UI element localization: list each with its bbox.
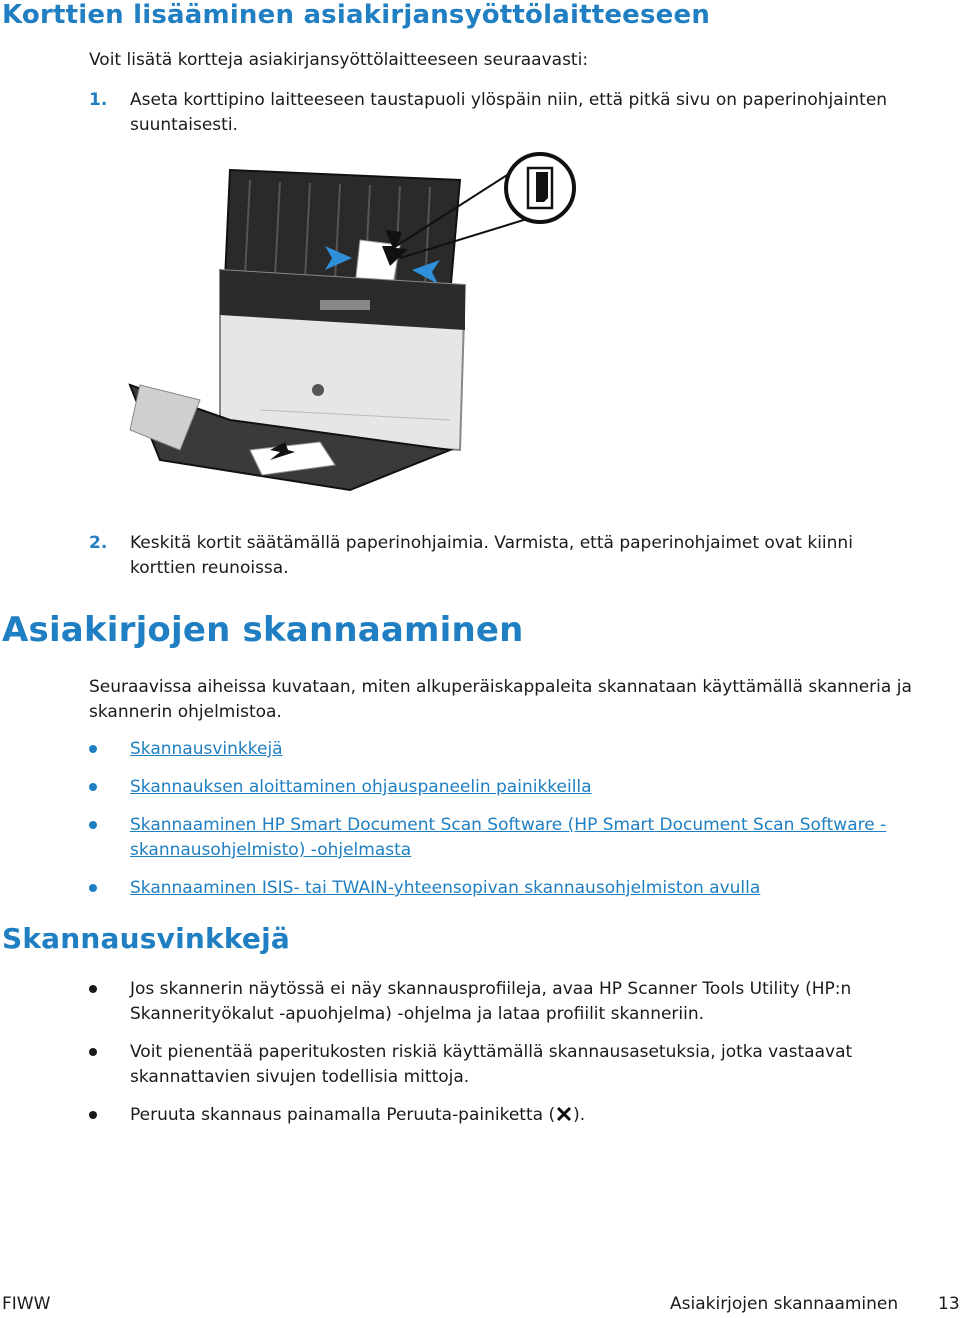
footer-locale-code: FIWW [2, 1294, 51, 1314]
cancel-x-icon [555, 1105, 573, 1123]
link-scanning-tips[interactable]: Skannausvinkkejä [130, 739, 283, 759]
bullet-dot [89, 821, 97, 829]
bullet-dot [89, 783, 97, 791]
footer-section-title: Asiakirjojen skannaaminen [670, 1294, 899, 1314]
link-control-panel-scan[interactable]: Skannauksen aloittaminen ohjauspaneelin painikkeilla [130, 777, 592, 797]
bullet-dot [89, 1111, 97, 1119]
bullet-dot [89, 985, 97, 993]
step-1-text: Aseta korttipino laitteeseen taustapuoli ylöspäin niin, että pitkä sivu on paperinohjainten suuntaisesti. [130, 90, 888, 135]
scanning-intro-text: Seuraavissa aiheissa kuvataan, miten alkuperäiskappaleita skannataan käyttämällä skanneria ja skannerin ohjelmistoa. [89, 677, 912, 722]
step-2-text: Keskitä kortit säätämällä paperinohjaimia. Varmista, että paperinohjaimet ovat kiinni korttien reunoissa. [130, 533, 853, 578]
footer-page-number: 13 [938, 1294, 960, 1314]
tip-3-text [130, 1103, 920, 1128]
tip-2-text: Voit pienentää paperitukosten riskiä käyttämällä skannausasetuksia, jotka vastaavat skannattavien sivujen todellisia mittoja. [130, 1042, 853, 1087]
page-heading-adding-cards: Korttien lisääminen asiakirjansyöttölaitteeseen [2, 0, 711, 30]
tip-1-text: Jos skannerin näytössä ei näy skannausprofiileja, avaa HP Scanner Tools Utility (HP:n Skannerityökalut -apuohjelma) -ohjelma ja lataa profiilit skanneriin. [130, 979, 852, 1024]
section-heading-scanning-tips: Skannausvinkkejä [2, 922, 290, 955]
link-isis-twain-scan[interactable]: Skannaaminen ISIS- tai TWAIN-yhteensopivan skannausohjelmiston avulla [130, 878, 761, 898]
tip-3-text-after: ). [573, 1105, 586, 1125]
section-heading-scanning-documents: Asiakirjojen skannaaminen [2, 610, 524, 650]
scanner-card-loading-illustration [120, 150, 590, 510]
tip-3-text-before: Peruuta skannaus painamalla Peruuta-painiketta ( [130, 1105, 556, 1125]
cards-intro-text: Voit lisätä kortteja asiakirjansyöttölaitteeseen seuraavasti: [89, 50, 589, 70]
step-2-number: 2. [89, 533, 108, 553]
bullet-dot [89, 1048, 97, 1056]
bullet-dot [89, 745, 97, 753]
bullet-dot [89, 884, 97, 892]
step-1-number: 1. [89, 90, 108, 110]
link-hp-smart-document-scan[interactable]: Skannaaminen HP Smart Document Scan Software (HP Smart Document Scan Software -skannausohjelmisto) -ohjelmasta [130, 815, 887, 860]
